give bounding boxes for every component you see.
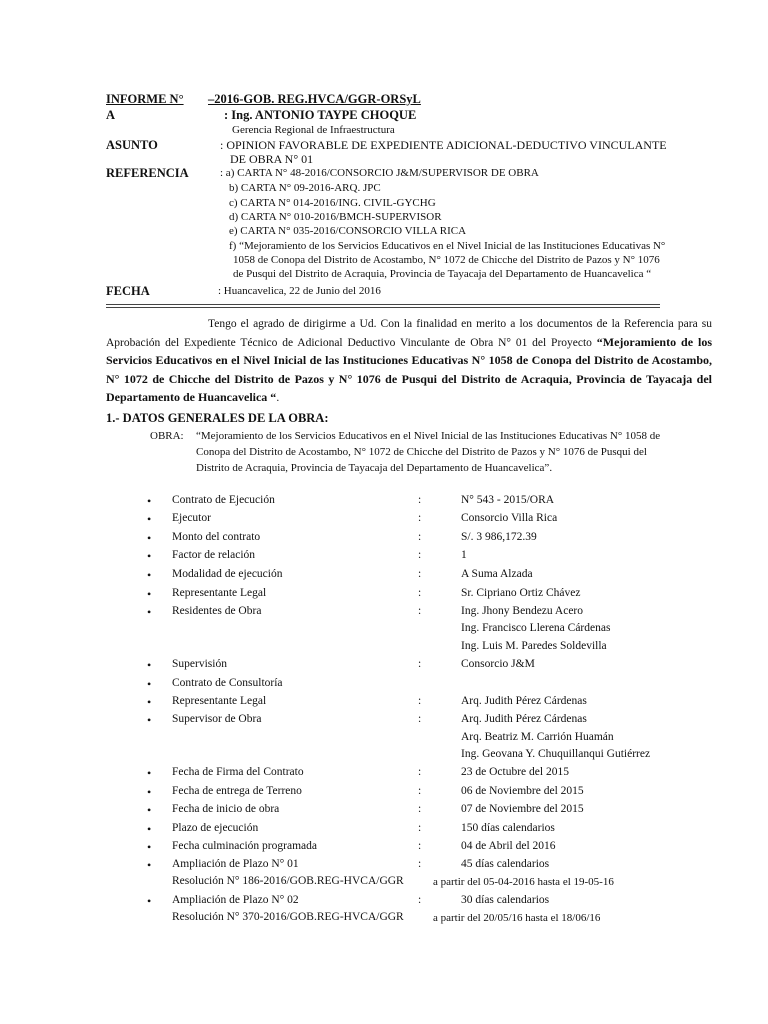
bullet: • (147, 658, 152, 672)
item-colon: : (418, 568, 422, 580)
reference-e: e) CARTA N° 035-2016/CONSORCIO VILLA RICA (229, 225, 467, 237)
bullet: • (147, 695, 152, 709)
item-colon: : (418, 894, 422, 906)
intro-end: . (276, 392, 280, 404)
reference-a: : a) CARTA N° 48-2016/CONSORCIO J&M/SUPERVISOR DE OBRA (220, 167, 539, 179)
item-label-firma: Fecha de Firma del Contrato (172, 766, 304, 778)
item-value-culminacion: 04 de Abril del 2016 (461, 840, 556, 852)
item-value-supervision: Consorcio J&M (461, 658, 535, 670)
item-value-residente-1: Ing. Jhony Bendezu Acero (461, 605, 583, 617)
reference-c: c) CARTA N° 014-2016/ING. CIVIL-GYCHG (229, 197, 436, 209)
item-colon: : (418, 658, 422, 670)
item-value-modalidad: A Suma Alzada (461, 568, 533, 580)
bullet: • (147, 494, 152, 508)
bullet: • (147, 858, 152, 872)
item-colon: : (418, 512, 422, 524)
item-value-supervisor-1: Arq. Judith Pérez Cárdenas (461, 713, 587, 725)
item-value-representante: Sr. Cipriano Ortiz Chávez (461, 587, 581, 599)
bullet: • (147, 822, 152, 836)
bullet: • (147, 785, 152, 799)
bullet: • (147, 840, 152, 854)
item-colon: : (418, 840, 422, 852)
bullet: • (147, 766, 152, 780)
bullet: • (147, 531, 152, 545)
obra-label: OBRA: (150, 430, 184, 442)
ampliacion-2-resolution: Resolución N° 370-2016/GOB.REG-HVCA/GGR (172, 911, 404, 923)
item-label-plazo: Plazo de ejecución (172, 822, 259, 834)
item-value-plazo: 150 días calendarios (461, 822, 555, 834)
item-value-factor: 1 (461, 549, 467, 561)
item-value-ejecutor: Consorcio Villa Rica (461, 512, 558, 524)
item-value-representante-consultoria: Arq. Judith Pérez Cárdenas (461, 695, 587, 707)
item-value-ampliacion-2: 30 días calendarios (461, 894, 550, 906)
item-colon: : (418, 549, 422, 561)
item-value-residente-2: Ing. Francisco Llerena Cárdenas (461, 622, 611, 634)
reference-b: b) CARTA N° 09-2016-ARQ. JPC (229, 182, 381, 194)
item-colon: : (418, 695, 422, 707)
item-label-ampliacion-1: Ampliación de Plazo N° 01 (172, 858, 299, 870)
item-label-factor: Factor de relación (172, 549, 256, 561)
item-colon: : (418, 858, 422, 870)
item-colon: : (418, 803, 422, 815)
header-divider (106, 304, 660, 308)
bullet: • (147, 894, 152, 908)
bullet: • (147, 713, 152, 727)
ampliacion-1-resolution: Resolución N° 186-2016/GOB.REG-HVCA/GGR (172, 875, 404, 887)
item-value-contrato: N° 543 - 2015/ORA (461, 494, 555, 506)
item-label-representante-consultoria: Representante Legal (172, 695, 267, 707)
bullet: • (147, 605, 152, 619)
item-value-entrega: 06 de Noviembre del 2015 (461, 785, 584, 797)
recipient-office: Gerencia Regional de Infraestructura (232, 124, 395, 136)
reference-label: REFERENCIA (106, 166, 189, 180)
reference-f-line-3: de Pusqui del Distrito de Acraquia, Provincia de Tayacaja del Departamento de Huancavelica “ (233, 268, 652, 280)
item-label-entrega: Fecha de entrega de Terreno (172, 785, 302, 797)
reference-f-line-1: f) “Mejoramiento de los Servicios Educativos en el Nivel Inicial de las Instituciones Educativas N° (229, 240, 666, 252)
item-label-consultoria: Contrato de Consultoría (172, 677, 283, 689)
item-colon: : (418, 531, 422, 543)
item-colon: : (418, 785, 422, 797)
ampliacion-2-period: a partir del 20/05/16 hasta el 18/06/16 (433, 912, 601, 924)
item-value-residente-3: Ing. Luis M. Paredes Soldevilla (461, 640, 607, 652)
subject-line-2: DE OBRA N° 01 (230, 152, 314, 166)
informe-label: INFORME N° (106, 92, 184, 106)
intro-project-name: “Mejoramiento de los Servicios Educativos en el Nivel Inicial de las Instituciones Educativas N° 1058 de Conopa del Distrito de Acostambo, N° 1072 de Chicche del Distrito de Pazos y N° 1076 de Pusqui del Distrito de Acraquia, Provincia de Tayacaja del Departamento de Huancavelica “ (106, 334, 713, 404)
reference-d: d) CARTA N° 010-2016/BMCH-SUPERVISOR (229, 211, 442, 223)
item-label-ejecutor: Ejecutor (172, 512, 211, 524)
item-value-supervisor-2: Arq. Beatriz M. Carrión Huamán (461, 731, 614, 743)
obra-line-3: Distrito de Acraquia, Provincia de Tayacaja del Departamento de Huancavelica”. (196, 462, 553, 474)
intro-paragraph (106, 316, 712, 408)
item-colon: : (418, 822, 422, 834)
informe-number: –2016-GOB. REG.HVCA/GGR-ORSyL (208, 92, 421, 106)
section-1-title: 1.- DATOS GENERALES DE LA OBRA: (106, 411, 329, 425)
obra-line-2: Conopa del Distrito de Acostambo, N° 1072 de Chicche del Distrito de Pazos y N° 1076 de Pusqui del (196, 446, 647, 458)
item-colon: : (418, 494, 422, 506)
obra-line-1: “Mejoramiento de los Servicios Educativos en el Nivel Inicial de las Instituciones Educativas N° 1058 de (196, 430, 661, 442)
item-label-monto: Monto del contrato (172, 531, 261, 543)
item-value-ampliacion-1: 45 días calendarios (461, 858, 550, 870)
item-colon: : (418, 766, 422, 778)
item-label-supervision: Supervisión (172, 658, 227, 670)
item-label-representante: Representante Legal (172, 587, 267, 599)
bullet: • (147, 587, 152, 601)
recipient-name: : Ing. ANTONIO TAYPE CHOQUE (224, 108, 417, 122)
item-label-culminacion: Fecha culminación programada (172, 840, 317, 852)
item-value-inicio: 07 de Noviembre del 2015 (461, 803, 584, 815)
bullet: • (147, 568, 152, 582)
item-label-ampliacion-2: Ampliación de Plazo N° 02 (172, 894, 299, 906)
bullet: • (147, 512, 152, 526)
subject-label: ASUNTO (106, 138, 158, 152)
ampliacion-1-period: a partir del 05-04-2016 hasta el 19-05-16 (433, 876, 614, 888)
date-value: : Huancavelica, 22 de Junio del 2016 (218, 285, 381, 297)
subject-line-1: : OPINION FAVORABLE DE EXPEDIENTE ADICIONAL-DEDUCTIVO VINCULANTE (220, 138, 667, 152)
item-colon: : (418, 713, 422, 725)
item-colon: : (418, 605, 422, 617)
item-label-contrato: Contrato de Ejecución (172, 494, 275, 506)
item-label-residentes: Residentes de Obra (172, 605, 262, 617)
item-colon: : (418, 587, 422, 599)
item-value-supervisor-3: Ing. Geovana Y. Chuquillanqui Gutiérrez (461, 748, 651, 760)
bullet: • (147, 677, 152, 691)
bullet: • (147, 803, 152, 817)
recipient-label: A (106, 108, 116, 122)
reference-f-line-2: 1058 de Conopa del Distrito de Acostambo, N° 1072 de Chicche del Distrito de Pazos y N° 1076 (233, 254, 660, 266)
bullet: • (147, 549, 152, 563)
intro-text: Tengo el agrado de dirigirme a Ud. Con la finalidad en merito a los documentos de la Referencia para su Aprobación del Expediente Técnico de Adicional Deductivo Vinculante de Obra N° 01 del Proyecto (106, 318, 712, 349)
date-label: FECHA (106, 284, 150, 298)
item-label-supervisor: Supervisor de Obra (172, 713, 262, 725)
item-value-firma: 23 de Octubre del 2015 (461, 766, 569, 778)
item-label-inicio: Fecha de inicio de obra (172, 803, 280, 815)
item-value-monto: S/. 3 986,172.39 (461, 531, 537, 543)
item-label-modalidad: Modalidad de ejecución (172, 568, 283, 580)
